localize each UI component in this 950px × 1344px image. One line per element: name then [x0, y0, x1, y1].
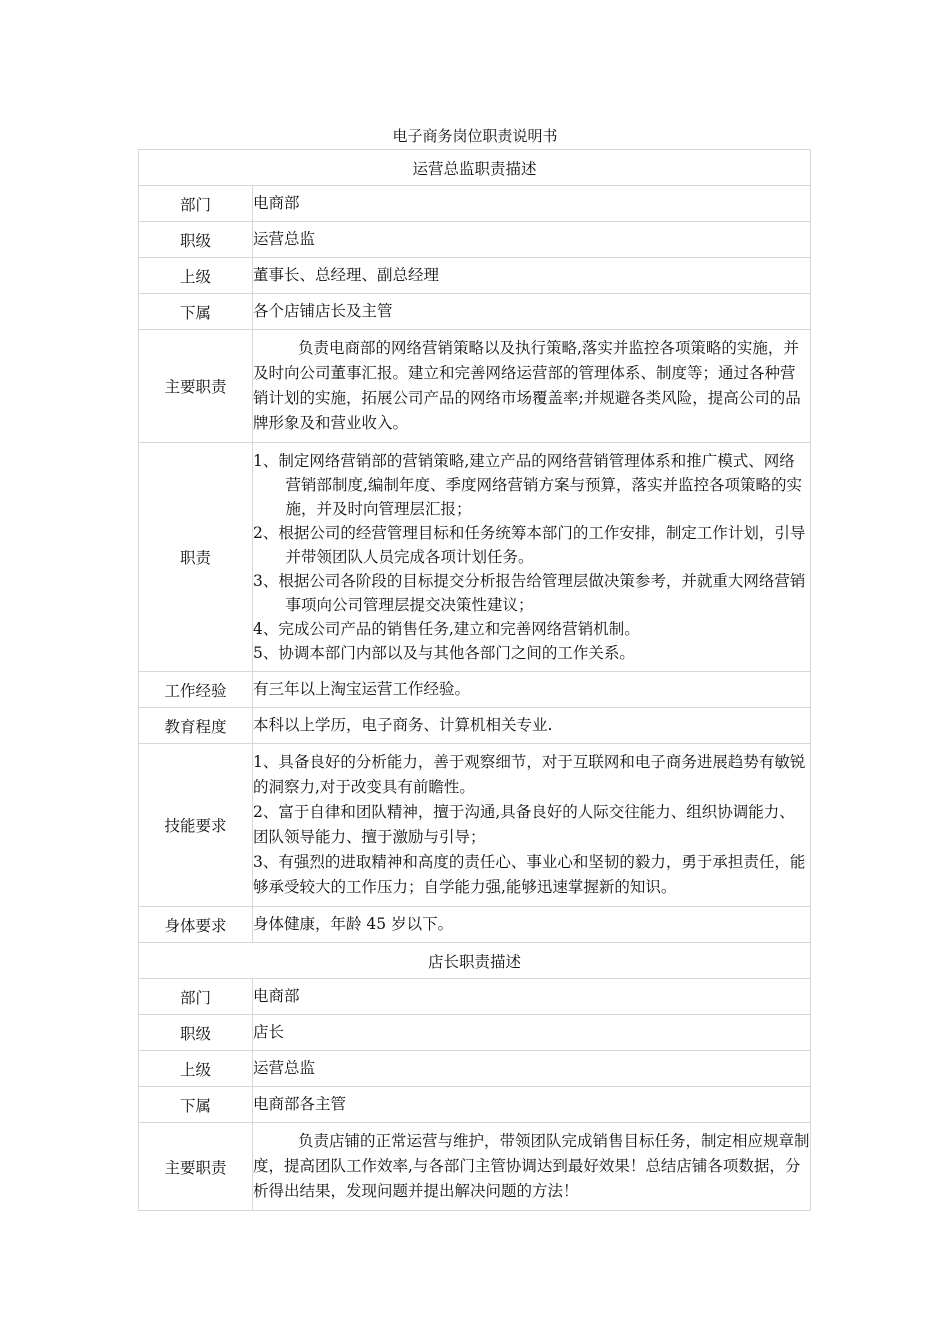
row-value: 各个店铺店长及主管: [253, 294, 811, 330]
skill-item: 2、富于自律和团队精神，擅于沟通,具备良好的人际交往能力、组织协调能力、团队领导能力、擅于激励与引导；: [253, 803, 795, 846]
job-description-table: [138, 149, 811, 1211]
table-row: [139, 186, 811, 222]
duty-summary-paragraph: 负责店铺的正常运营与维护，带领团队完成销售目标任务，制定相应规章制度，提高团队工作效率,与各部门主管协调达到最好效果！总结店铺各项数据，分析得出结果，发现问题并提出解决问题的方法！: [253, 1132, 810, 1200]
table-row: [139, 1123, 811, 1211]
row-value: 运营总监: [253, 1051, 811, 1087]
table-row: [139, 907, 811, 943]
row-label: 主要职责: [139, 330, 253, 443]
row-value: [253, 744, 811, 907]
table-row: [139, 979, 811, 1015]
section-header-row: [139, 943, 811, 979]
skill-list: [253, 750, 810, 900]
table-row: [139, 258, 811, 294]
row-label: 工作经验: [139, 672, 253, 708]
duty-list-item: 4、完成公司产品的销售任务,建立和完善网络营销机制。: [253, 620, 640, 638]
section-header-row: [139, 150, 811, 186]
row-label: 职级: [139, 222, 253, 258]
skill-item: 3、有强烈的进取精神和高度的责任心、事业心和坚韧的毅力，勇于承担责任，能够承受较大的工作压力；自学能力强,能够迅速掌握新的知识。: [253, 853, 806, 896]
row-value: 运营总监: [253, 222, 811, 258]
table-row: [139, 1051, 811, 1087]
row-value: 店长: [253, 1015, 811, 1051]
table-row: [139, 330, 811, 443]
table-row: [139, 294, 811, 330]
row-value: [253, 1123, 811, 1211]
row-label: 职责: [139, 443, 253, 672]
row-value: 有三年以上淘宝运营工作经验。: [253, 672, 811, 708]
table-row: [139, 1087, 811, 1123]
row-label: 下属: [139, 1087, 253, 1123]
row-label: 上级: [139, 1051, 253, 1087]
document-title: 电子商务岗位职责说明书: [392, 127, 558, 145]
row-value: [253, 330, 811, 443]
row-label: 技能要求: [139, 744, 253, 907]
table-row: [139, 708, 811, 744]
row-value: 电商部: [253, 186, 811, 222]
row-value: 电商部: [253, 979, 811, 1015]
duty-summary-paragraph: 负责电商部的网络营销策略以及执行策略,落实并监控各项策略的实施，并及时向公司董事汇报。建立和完善网络运营部的管理体系、制度等；通过各种营销计划的实施，拓展公司产品的网络市场覆盖率;并规避各类风险，提高公司的品牌形象及和营业收入。: [253, 339, 801, 432]
duty-list-item: 1、制定网络营销部的营销策略,建立产品的网络营销管理体系和推广模式、网络营销部制度,编制年度、季度网络营销方案与预算，落实并监控各项策略的实施，并及时向管理层汇报；: [253, 452, 802, 518]
duty-list-item: 2、根据公司的经营管理目标和任务统筹本部门的工作安排，制定工作计划，引导并带领团队人员完成各项计划任务。: [253, 524, 806, 566]
row-value: 电商部各主管: [253, 1087, 811, 1123]
row-label: 教育程度: [139, 708, 253, 744]
row-label: 职级: [139, 1015, 253, 1051]
table-row: [139, 443, 811, 672]
duty-list-item: 3、根据公司各阶段的目标提交分析报告给管理层做决策参考，并就重大网络营销事项向公司管理层提交决策性建议；: [253, 572, 806, 614]
row-label: 部门: [139, 979, 253, 1015]
table-row: [139, 222, 811, 258]
row-value: 董事长、总经理、副总经理: [253, 258, 811, 294]
row-value: 身体健康，年龄 45 岁以下。: [253, 907, 811, 943]
table-row: [139, 744, 811, 907]
section-heading: 店长职责描述: [139, 943, 811, 979]
row-label: 部门: [139, 186, 253, 222]
section-heading: 运营总监职责描述: [139, 150, 811, 186]
skill-item: 1、具备良好的分析能力，善于观察细节，对于互联网和电子商务进展趋势有敏锐的洞察力,对于改变具有前瞻性。: [253, 753, 806, 796]
row-label: 上级: [139, 258, 253, 294]
row-label: 身体要求: [139, 907, 253, 943]
table-row: [139, 1015, 811, 1051]
table-row: [139, 672, 811, 708]
duty-list-item: 5、协调本部门内部以及与其他各部门之间的工作关系。: [253, 644, 635, 662]
row-value: 本科以上学历，电子商务、计算机相关专业.: [253, 708, 811, 744]
duty-list: [253, 449, 810, 665]
row-label: 下属: [139, 294, 253, 330]
row-value: [253, 443, 811, 672]
row-label: 主要职责: [139, 1123, 253, 1211]
